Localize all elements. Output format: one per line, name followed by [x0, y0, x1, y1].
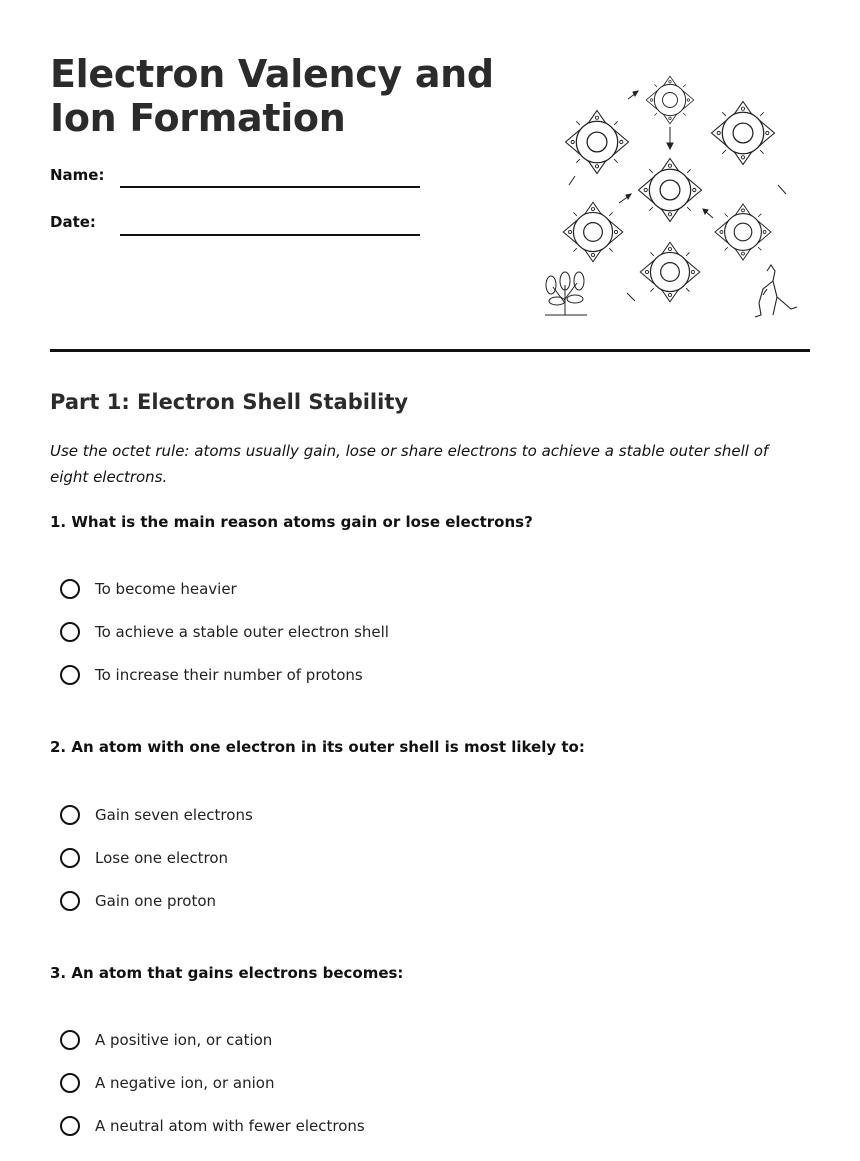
- answer-option-label: A positive ion, or cation: [95, 1030, 273, 1049]
- section-title: Part 1: Electron Shell Stability: [50, 390, 409, 414]
- title-line-2: Ion Formation: [50, 96, 346, 140]
- name-field[interactable]: [120, 186, 420, 188]
- radio-button[interactable]: [60, 622, 80, 642]
- atom-icon: [712, 102, 775, 165]
- title-line-1: Electron Valency and: [50, 52, 494, 96]
- name-label: Name:: [50, 166, 105, 184]
- answer-option-label: To increase their number of protons: [95, 665, 363, 684]
- answer-option[interactable]: [60, 653, 389, 696]
- instructions: Use the octet rule: atoms usually gain, lose or share electrons to achieve a stable outer shell of eight electrons.: [50, 442, 769, 486]
- worksheet-title: [50, 52, 494, 140]
- answer-option-label: Gain one proton: [95, 891, 217, 910]
- options-question-1: [60, 567, 389, 696]
- answer-option[interactable]: [60, 610, 389, 653]
- radio-button[interactable]: [60, 1116, 80, 1136]
- answer-option[interactable]: [60, 567, 389, 610]
- radio-button[interactable]: [60, 848, 80, 868]
- question-2: 2. An atom with one electron in its outer shell is most likely to:: [50, 738, 585, 756]
- answer-option-label: A neutral atom with fewer electrons: [95, 1116, 365, 1135]
- atom-icon: [715, 204, 771, 260]
- radio-button[interactable]: [60, 579, 80, 599]
- plant-icon: [545, 272, 587, 315]
- atoms-illustration: [535, 75, 805, 325]
- answer-option[interactable]: [60, 1061, 365, 1104]
- atom-icon: [639, 159, 702, 222]
- question-3: 3. An atom that gains electrons becomes:: [50, 964, 404, 982]
- answer-option[interactable]: [60, 879, 253, 922]
- answer-option-label: Gain seven electrons: [95, 805, 253, 824]
- answer-option-label: To become heavier: [95, 579, 237, 598]
- atom-icon: [640, 242, 700, 302]
- answer-option-label: A negative ion, or anion: [95, 1073, 275, 1092]
- radio-button[interactable]: [60, 891, 80, 911]
- answer-option[interactable]: [60, 1018, 365, 1061]
- date-label: Date:: [50, 213, 96, 231]
- kangaroo-icon: [755, 265, 797, 317]
- answer-option-label: Lose one electron: [95, 848, 229, 867]
- answer-option-label: To achieve a stable outer electron shell: [95, 622, 389, 641]
- answer-option[interactable]: [60, 836, 253, 879]
- atom-icon: [646, 76, 694, 124]
- radio-button[interactable]: [60, 805, 80, 825]
- radio-button[interactable]: [60, 1073, 80, 1093]
- radio-button[interactable]: [60, 665, 80, 685]
- atom-icon: [566, 111, 629, 174]
- date-field[interactable]: [120, 234, 420, 236]
- answer-option[interactable]: [60, 1104, 365, 1147]
- header-divider: [50, 349, 810, 352]
- answer-option[interactable]: [60, 793, 253, 836]
- question-1: 1. What is the main reason atoms gain or lose electrons?: [50, 513, 533, 531]
- options-question-2: [60, 793, 253, 922]
- atom-icon: [563, 202, 623, 262]
- options-question-3: [60, 1018, 365, 1147]
- radio-button[interactable]: [60, 1030, 80, 1050]
